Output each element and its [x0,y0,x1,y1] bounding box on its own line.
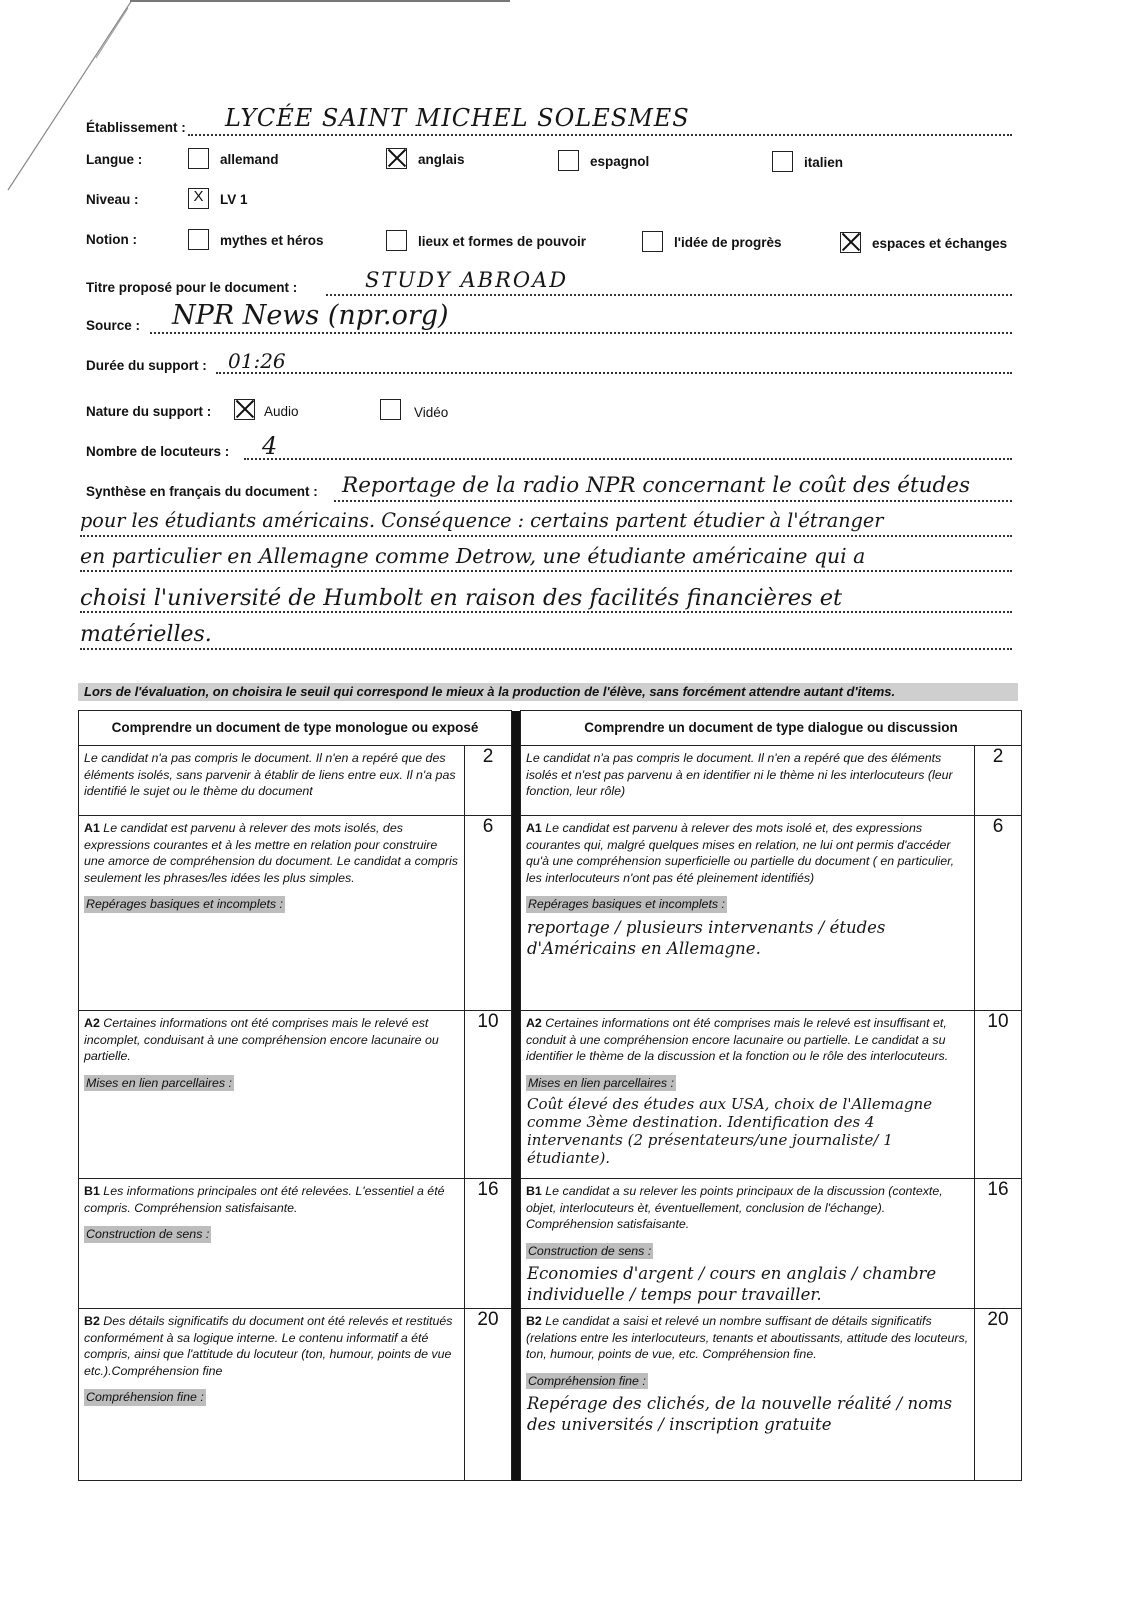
option-audio: Audio [264,404,299,419]
right-level: B1 [525,1184,542,1198]
etablissement-label: Établissement : [86,120,186,135]
checkbox-italien[interactable] [772,151,793,172]
grid-separator [511,746,520,816]
option-espagnol: espagnol [590,154,650,169]
checkbox-audio[interactable] [234,399,255,420]
right-text: Le candidat a su relever les points principaux de la discussion (contexte, objet, interlocuteurs èt, éventuellement, conclusion de l'échange). Compréhension satisfaisante. [525,1184,943,1231]
locuteurs-line [244,458,1012,460]
right-level: A2 [525,1016,542,1030]
synthese-line-1 [334,500,1012,502]
right-tag: Construction de sens : [527,1243,652,1258]
right-text: Certaines informations ont été comprises mais le relevé est insuffisant et, conduit à une compréhension encore lacunaire ou partielle. Le candidat a su identifier le thème de la discussion et la fonction ou le rôle des interlocuteurs. [525,1016,949,1063]
grid-separator [511,1179,520,1309]
synthese-line-3 [80,570,1012,572]
right-cell [520,746,974,816]
checkbox-espagnol[interactable] [558,150,579,171]
synthese-line-5 [80,648,1012,650]
left-score: 20 [464,1309,511,1481]
etablissement-line [188,134,1012,136]
grid-row-score-20 [79,1309,1022,1481]
grid-separator [511,711,520,746]
locuteurs-label: Nombre de locuteurs : [86,444,230,459]
right-tag: Mises en lien parcellaires : [527,1075,674,1090]
left-cell [79,1179,465,1309]
synthese-line-4 [80,611,1012,613]
right-score: 2 [975,746,1022,816]
synthese-text-4: choisi l'université de Humbolt en raison des facilités financières et [80,585,843,611]
right-score: 16 [975,1179,1022,1309]
langue-label: Langue : [86,152,143,167]
checkbox-progres[interactable] [642,231,663,252]
right-text: Le candidat est parvenu à relever des mots isolé et, des expressions courantes qui, malgré quelques mises en relation, ne lui ont permis d'accéder qu'à une compréhension superficielle ou partielle du document ( en particulier, les interlocuteurs n'ont pas été pleinement identifiés) [525,821,955,885]
right-tag: Compréhension fine : [527,1373,646,1388]
option-mythes: mythes et héros [220,233,324,248]
left-cell [79,816,465,1011]
left-tag: Compréhension fine : [86,1390,204,1404]
source-label: Source : [86,318,141,333]
left-header: Comprendre un document de type monologue ou exposé [79,711,512,746]
right-score: 6 [975,816,1022,1011]
scan-top-edge [130,0,510,2]
grid-row-score-16 [79,1179,1022,1309]
locuteurs-value: 4 [262,432,278,460]
right-cell [520,1011,974,1179]
etablissement-value: LYCÉE SAINT MICHEL SOLESMES [225,104,690,132]
option-lv1: LV 1 [220,192,248,207]
niveau-label: Niveau : [86,192,139,207]
right-text: Le candidat n'a pas compris le document. Il n'en a repéré que des éléments isolés et n'est pas parvenu à en identifier ni le thème ni les interlocuteurs (leur fonction, leur rôle) [525,751,953,798]
left-score: 10 [464,1011,511,1179]
left-tag: Mises en lien parcellaires : [86,1075,232,1090]
left-level: A1 [84,821,100,835]
left-score: 2 [464,746,511,816]
handwritten-answer: reportage / plusieurs intervenants / études d'Américains en Allemagne. [526,917,886,958]
left-text: Le candidat n'a pas compris le document. Il n'en a repéré que des éléments isolés, sans parvenir à établir de liens entre eux. Il n'a pas identifié le sujet ou le thème du document [84,751,456,798]
right-tag: Repérages basiques et incomplets : [527,897,725,911]
titre-line [326,294,1012,296]
grid-separator [511,1011,520,1179]
left-tag: Repérages basiques et incomplets : [86,897,283,911]
right-score: 20 [975,1309,1022,1481]
left-cell [79,746,465,816]
checkbox-lv1[interactable] [188,188,209,209]
checkbox-lv1-mark: X [193,188,204,205]
grid-separator [511,1309,520,1481]
option-lieux: lieux et formes de pouvoir [418,234,587,249]
option-allemand: allemand [220,152,279,167]
right-cell [520,1309,974,1481]
handwritten-answer: Economies d'argent / cours en anglais / chambre individuelle / temps pour travailler. [526,1264,937,1304]
evaluation-banner-text: Lors de l'évaluation, on choisira le seuil qui correspond le mieux à la production de l'élève, sans forcément attendre autant d'items. [84,684,896,699]
checkbox-allemand[interactable] [188,148,209,169]
option-italien: italien [804,155,844,170]
right-cell [520,816,974,1011]
checkbox-anglais[interactable] [386,148,407,169]
option-progres: l'idée de progrès [674,235,782,250]
checkbox-mythes[interactable] [188,229,209,250]
evaluation-grid [78,710,1022,1481]
synthese-line-2 [80,535,1012,537]
right-text: Le candidat a saisi et relevé un nombre suffisant de détails significatifs (relations entre les interlocuteurs, tenants et aboutissants, attitude des locuteurs, ton, humour, points de vue, etc. Compréhension fine. [525,1314,969,1361]
left-tag: Construction de sens : [86,1227,210,1241]
synthese-label: Synthèse en français du document : [86,484,318,499]
handwritten-answer: Repérage des clichés, de la nouvelle réalité / noms des universités / inscription gratuite [526,1394,953,1434]
right-level: A1 [525,821,542,835]
left-text: Les informations principales ont été relevées. L'essentiel a été compris. Compréhension satisfaisante. [84,1184,445,1215]
left-text: Le candidat est parvenu à relever des mots isolés, des expressions courantes et à les mettre en relation pour construire une amorce de compréhension du document. Le candidat a compris seulement les phrases/les idées les plus simples. [84,821,459,885]
titre-value: STUDY ABROAD [365,268,569,292]
right-score: 10 [975,1011,1022,1179]
grid-row-score-2 [79,746,1022,816]
left-score: 16 [464,1179,511,1309]
option-anglais: anglais [418,152,465,167]
checkbox-lieux[interactable] [386,230,407,251]
titre-label: Titre proposé pour le document : [86,280,298,295]
right-header: Comprendre un document de type dialogue ou discussion [520,711,1021,746]
left-cell [79,1309,465,1481]
synthese-text-1: Reportage de la radio NPR concernant le coût des études [342,473,971,498]
source-line [150,332,1012,334]
handwritten-answer: Coût élevé des études aux USA, choix de l'Allemagne comme 3ème destination. Identification des 4 intervenants (2 présentateurs/une journaliste/ 1 étudiante). [526,1095,933,1167]
right-level: B2 [525,1314,542,1328]
left-level: B2 [84,1314,100,1328]
synthese-text-5: matérielles. [80,622,212,647]
left-level: B1 [84,1184,100,1198]
option-espaces: espaces et échanges [872,236,1008,251]
left-level: A2 [84,1016,100,1030]
grid-separator [511,816,520,1011]
left-score: 6 [464,816,511,1011]
checkbox-video[interactable] [380,399,401,420]
grid-row-score-10 [79,1011,1022,1179]
nature-label: Nature du support : [86,404,212,419]
evaluation-banner [78,683,1018,701]
option-video: Vidéo [414,405,449,420]
synthese-text-2: pour les étudiants américains. Conséquence : certains partent étudier à l'étranger [80,509,884,532]
duree-line [216,372,1012,374]
grid-row-score-6 [79,816,1022,1011]
left-text: Des détails significatifs du document ont été relevés et restitués conformément à sa logique interne. Le contenu informatif a été compris, ainsi que l'attitude du locuteur (ton, humour, points de vue etc.).Compréhension fine [84,1314,453,1378]
checkbox-espaces[interactable] [840,232,861,253]
right-cell [520,1179,974,1309]
duree-value: 01:26 [228,349,286,373]
scan-artifact [0,0,143,200]
source-value: NPR News (npr.org) [172,300,449,331]
duree-label: Durée du support : [86,358,207,373]
grid-header-row [79,711,1022,746]
left-cell [79,1011,465,1179]
notion-label: Notion : [86,232,137,247]
left-text: Certaines informations ont été comprises mais le relevé est incomplet, conduisant à une compréhension encore lacunaire ou partielle. [84,1016,439,1063]
synthese-text-3: en particulier en Allemagne comme Detrow, une étudiante américaine qui a [80,544,866,568]
